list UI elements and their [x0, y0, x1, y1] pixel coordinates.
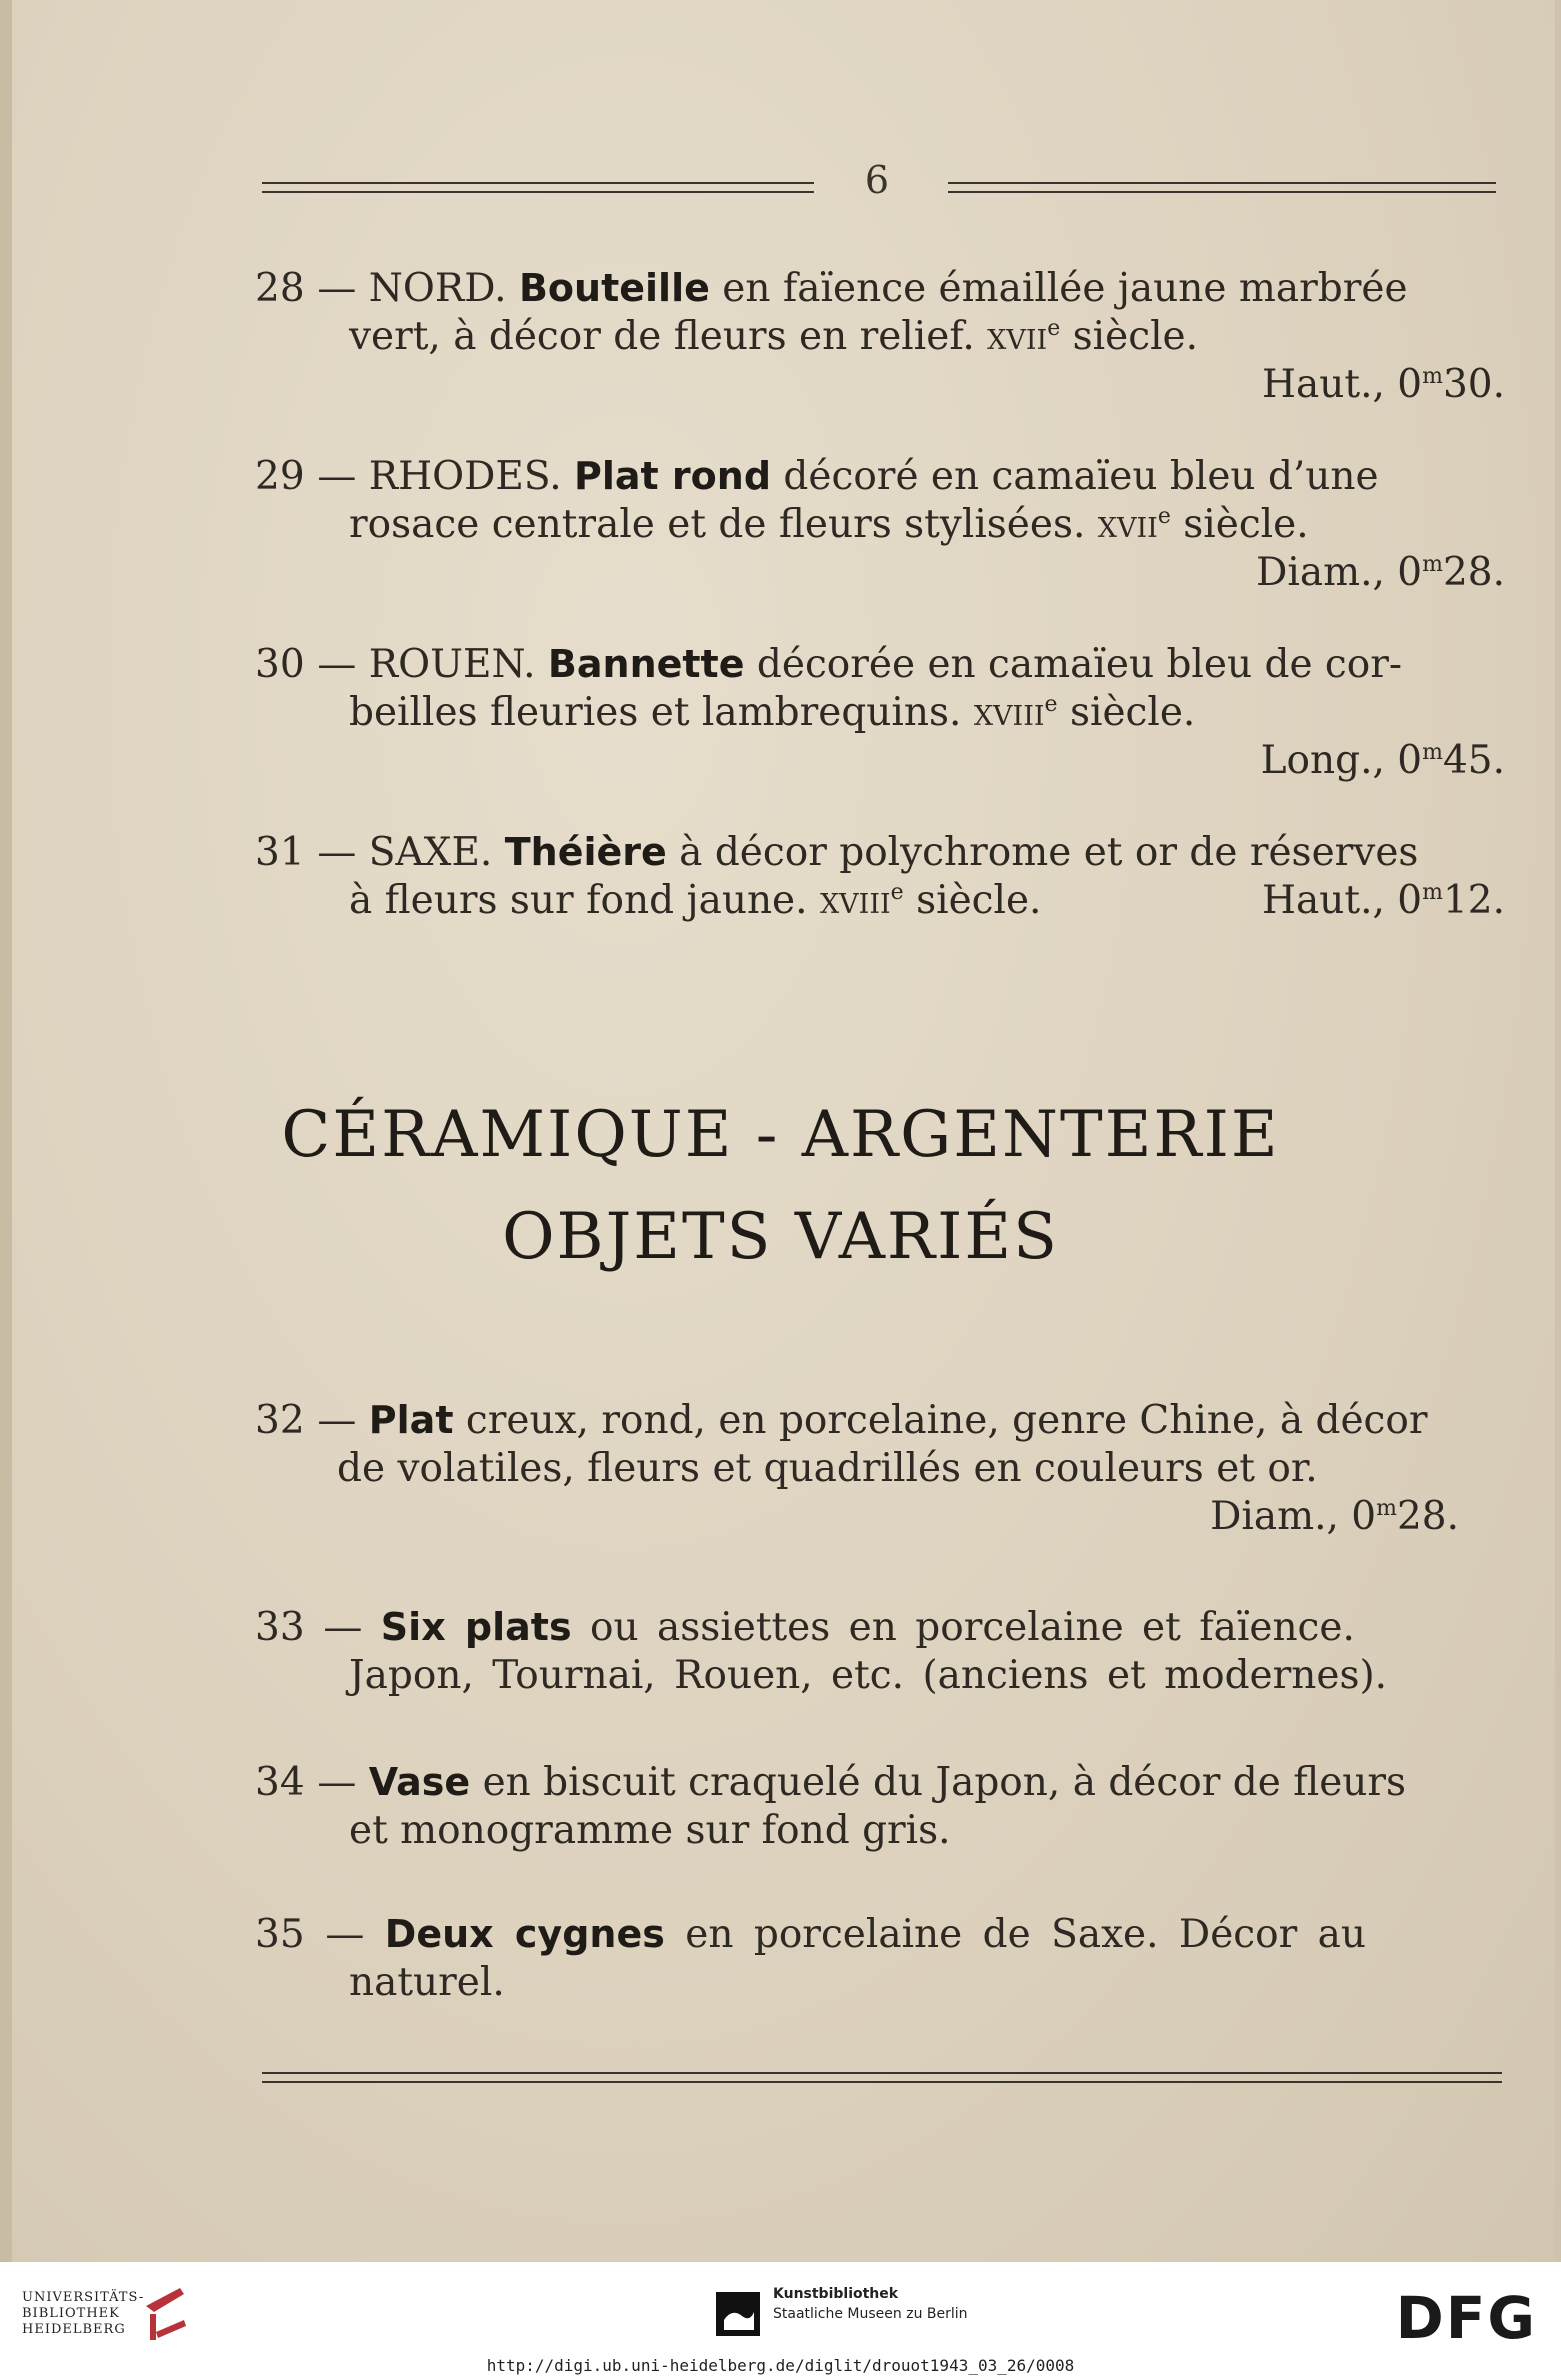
- entry-century: xvii: [1097, 502, 1158, 547]
- header-rule-right: [948, 182, 1496, 193]
- entry-number: 32: [255, 1398, 305, 1443]
- entry-object: Six plats: [380, 1605, 572, 1649]
- ub-logo-line1: UNIVERSITÄTS-: [22, 2290, 145, 2305]
- entry-description-cont: rosace centrale et de fleurs stylisées.: [349, 502, 1098, 547]
- permalink-url[interactable]: http://digi.ub.uni-heidelberg.de/diglit/drouot1943_03_26/0008: [486, 2356, 1075, 2375]
- kunstbibliothek-mark-icon: [714, 2290, 762, 2338]
- catalog-entry-31: [255, 828, 1505, 925]
- catalog-entry-34: 34 — Vase en biscuit craquelé du Japon, à décor de fleurs et monogramme sur fond gris.: [255, 1760, 1407, 1853]
- entry-siecle: siècle.: [903, 878, 1042, 923]
- entry-description-cont: beilles fleuries et lambrequins.: [349, 690, 974, 735]
- entry-object: Théière: [504, 830, 667, 874]
- entry-number: 35: [255, 1912, 305, 1957]
- entry-description-cont: Japon, Tournai, Rouen, etc. (anciens et modernes).: [349, 1653, 1388, 1698]
- ub-logo-line2: BIBLIOTHEK: [22, 2306, 120, 2321]
- measure-unit: m: [1422, 880, 1443, 905]
- footer-rule: [262, 2072, 1502, 2083]
- entry-measure: [1262, 877, 1505, 925]
- catalog-entry-30: [255, 640, 1505, 785]
- entry-century: xviii: [819, 878, 891, 923]
- entry-number: 28: [255, 266, 305, 311]
- measure-unit: m: [1422, 740, 1443, 765]
- measure-value: 12.: [1442, 878, 1505, 923]
- measure-label: Diam., 0: [1210, 1494, 1377, 1539]
- measure-unit: m: [1422, 552, 1443, 577]
- dfg-logo: DFG: [1395, 2284, 1537, 2352]
- catalog-entry-32: 32 — Plat creux, rond, en porcelaine, genre Chine, à décor de volatiles, fleurs et quadrillés en couleurs et or. Diam., 0$^m$28.: [255, 1396, 1465, 1541]
- entry-century: xvii: [987, 314, 1048, 359]
- header-rule-left: [262, 182, 814, 193]
- entry-measure: [255, 549, 1505, 597]
- entry-number: 34: [255, 1760, 305, 1805]
- entry-object: Bouteille: [518, 266, 710, 310]
- entry-object: Plat: [368, 1398, 454, 1442]
- entry-object: Vase: [368, 1760, 471, 1804]
- entry-description: ou assiettes en porcelaine et faïence.: [571, 1605, 1355, 1650]
- entry-number: 31: [255, 830, 305, 875]
- catalog-entry-35: 35 — Deux cygnes en porcelaine de Saxe. Décor au naturel.: [255, 1912, 1367, 2005]
- entry-description: en faïence émaillée jaune marbrée: [709, 266, 1408, 311]
- entry-object: Plat rond: [574, 454, 772, 498]
- entry-description-cont: naturel.: [349, 1960, 505, 2005]
- entry-prefix: — SAXE.: [317, 830, 505, 875]
- kunstbibliothek-subtitle: Staatliche Museen zu Berlin: [773, 2306, 968, 2322]
- ub-heidelberg-logo: [22, 2290, 144, 2338]
- entry-century: xviii: [973, 690, 1045, 735]
- measure-label: Diam., 0: [1256, 550, 1423, 595]
- measure-label: Haut., 0: [1262, 878, 1423, 923]
- measure-unit: m: [1376, 1496, 1397, 1521]
- entry-description: décoré en camaïeu bleu d’une: [771, 454, 1379, 499]
- measure-label: Long., 0: [1260, 738, 1423, 783]
- entry-description-cont: vert, à décor de fleurs en relief.: [349, 314, 988, 359]
- kunstbibliothek-label: [773, 2284, 968, 2324]
- catalog-entry-33: 33 — Six plats ou assiettes en porcelaine et faïence. Japon, Tournai, Rouen, etc. (anciens et modernes).: [255, 1605, 1388, 1698]
- catalog-entry-29: [255, 452, 1505, 597]
- entry-description: creux, rond, en porcelaine, genre Chine, à décor: [453, 1398, 1428, 1443]
- entry-description: en biscuit craquelé du Japon, à décor de fleurs: [470, 1760, 1407, 1805]
- page-number: 6: [864, 158, 890, 202]
- century-sup: e: [1047, 316, 1061, 341]
- measure-value: 45.: [1442, 738, 1505, 783]
- measure-value: 30.: [1442, 362, 1505, 407]
- measure-value: 28.: [1396, 1494, 1459, 1539]
- kunstbibliothek-name: Kunstbibliothek: [773, 2286, 899, 2302]
- entry-description-cont: et monogramme sur fond gris.: [349, 1808, 951, 1853]
- ub-heidelberg-mark-icon: [140, 2284, 190, 2344]
- catalog-entry-28: [255, 264, 1505, 409]
- entry-object: Bannette: [547, 642, 745, 686]
- century-sup: e: [1157, 504, 1171, 529]
- measure-label: Haut., 0: [1262, 362, 1423, 407]
- entry-measure: [255, 737, 1505, 785]
- entry-description: décorée en camaïeu bleu de cor-: [744, 642, 1403, 687]
- entry-siecle: siècle.: [1057, 690, 1196, 735]
- entry-description: en porcelaine de Saxe. Décor au: [664, 1912, 1367, 1957]
- century-sup: e: [1044, 692, 1058, 717]
- entry-siecle: siècle.: [1170, 502, 1309, 547]
- section-title-line2: OBJETS VARIÉS: [502, 1200, 1059, 1274]
- ub-logo-line3: HEIDELBERG: [22, 2322, 126, 2337]
- entry-description-cont: de volatiles, fleurs et quadrillés en couleurs et or.: [337, 1446, 1318, 1491]
- entry-prefix: — NORD.: [317, 266, 519, 311]
- entry-number: 33: [255, 1605, 305, 1650]
- entry-measure: [255, 361, 1505, 409]
- digitization-footer: [0, 2262, 1561, 2379]
- entry-prefix: — ROUEN.: [317, 642, 548, 687]
- section-title-line1: CÉRAMIQUE - ARGENTERIE: [281, 1098, 1280, 1172]
- entry-number: 29: [255, 454, 305, 499]
- entry-object: Deux cygnes: [384, 1912, 665, 1956]
- entry-prefix: — RHODES.: [317, 454, 575, 499]
- entry-siecle: siècle.: [1060, 314, 1199, 359]
- entry-description: à décor polychrome et or de réserves: [666, 830, 1419, 875]
- measure-value: 28.: [1442, 550, 1505, 595]
- measure-unit: m: [1422, 364, 1443, 389]
- entry-number: 30: [255, 642, 305, 687]
- entry-description-cont: à fleurs sur fond jaune.: [349, 878, 820, 923]
- century-sup: e: [890, 880, 904, 905]
- entry-measure: [255, 1493, 1465, 1541]
